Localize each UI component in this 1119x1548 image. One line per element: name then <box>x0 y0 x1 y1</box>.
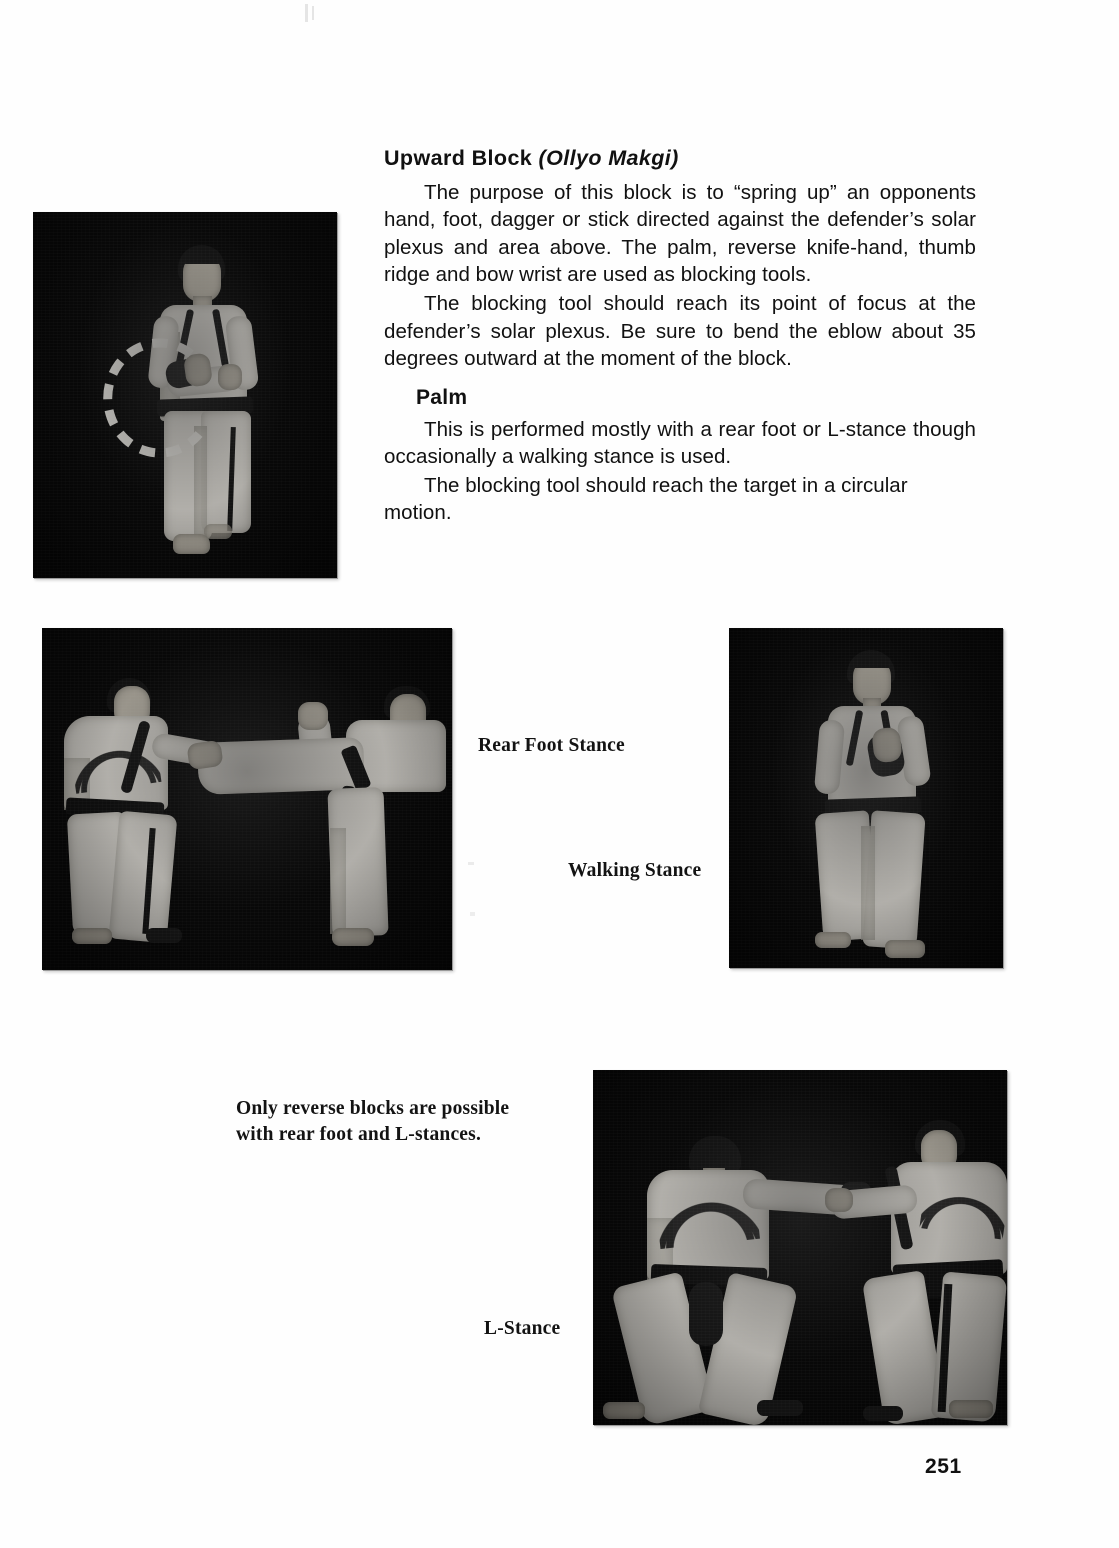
scan-artifact <box>312 6 314 20</box>
photo-attacker-kicking-leg <box>197 737 365 795</box>
paragraph-2: The blocking tool should reach its point of focus at the defender’s solar plexus. Be sure to bend the eblow about 35 degrees outward at the moment of the block. <box>384 292 976 371</box>
photo-defender-foot-rear <box>72 928 112 944</box>
section-heading <box>384 146 976 172</box>
caption-walking-stance: Walking Stance <box>568 860 702 881</box>
caption-reverse-blocks-note <box>236 1096 556 1147</box>
figure-walking-stance-demo <box>729 628 1003 968</box>
scan-artifact <box>470 912 475 916</box>
photo-defender-dobok-lettering <box>69 726 162 793</box>
photo-figure-fringe <box>182 248 222 264</box>
photo-walking-leg-fold <box>861 826 875 940</box>
article-text-column <box>384 146 976 528</box>
section-heading-title: Upward Block <box>384 146 533 170</box>
photo-lstance-left-foot-front <box>757 1400 803 1416</box>
page-number: 251 <box>925 1455 962 1478</box>
photo-lstance-right-blocking-hand <box>825 1188 853 1212</box>
figure-l-stance-demo <box>593 1070 1007 1425</box>
section-heading-romanization: (Ollyo Makgi) <box>538 146 679 170</box>
photo-attacker-support-leg-shade <box>330 828 346 934</box>
photo-figure-foot-back <box>204 524 232 539</box>
caption-rear-foot-stance: Rear Foot Stance <box>478 735 625 756</box>
figure-palm-block-demo <box>33 212 337 578</box>
photo-walking-foot-rear <box>815 932 851 948</box>
photo-figure-supporting-hand <box>218 364 242 390</box>
photo-walking-foot-front <box>885 940 925 958</box>
subsection-heading: Palm <box>416 385 468 409</box>
photo-defender-foot-front <box>146 928 182 943</box>
scan-artifact <box>468 862 474 865</box>
scan-artifact <box>305 4 308 22</box>
photo-lstance-left-foot-rear <box>603 1402 645 1419</box>
photo-walking-blocking-palm <box>871 727 902 764</box>
figure-rear-foot-stance-demo <box>42 628 452 970</box>
photo-lstance-right-foot-rear <box>949 1400 993 1418</box>
caption-l-stance: L-Stance <box>484 1318 561 1339</box>
motion-arc-icon <box>95 338 215 468</box>
photo-walking-fringe <box>852 654 892 668</box>
subsection-paragraph-1: This is performed mostly with a rear foot or L-stance though occasionally a walking stance is used. <box>384 417 976 469</box>
caption-reverse-blocks-note-line-1: Only reverse blocks are possible <box>236 1098 510 1119</box>
photo-lstance-right-dobok-lettering <box>919 1170 1007 1239</box>
photo-figure-foot-front <box>173 534 210 554</box>
caption-reverse-blocks-note-line-2: with rear foot and L-stances. <box>236 1123 482 1145</box>
photo-attacker-fist <box>298 702 328 730</box>
photo-attacker-support-foot <box>332 928 374 946</box>
photo-lstance-left-crotch-shadow <box>689 1282 723 1346</box>
photo-lstance-right-foot-front <box>863 1406 903 1421</box>
subsection-paragraph-2: The blocking tool should reach the target in a circular motion. <box>384 473 908 525</box>
paragraph-1: The purpose of this block is to “spring up” an opponents hand, foot, dagger or stick directed against the defender’s solar plexus and area above. The palm, reverse knife-hand, thumb ridge and bow wrist are used as blocking tools. <box>384 180 976 287</box>
